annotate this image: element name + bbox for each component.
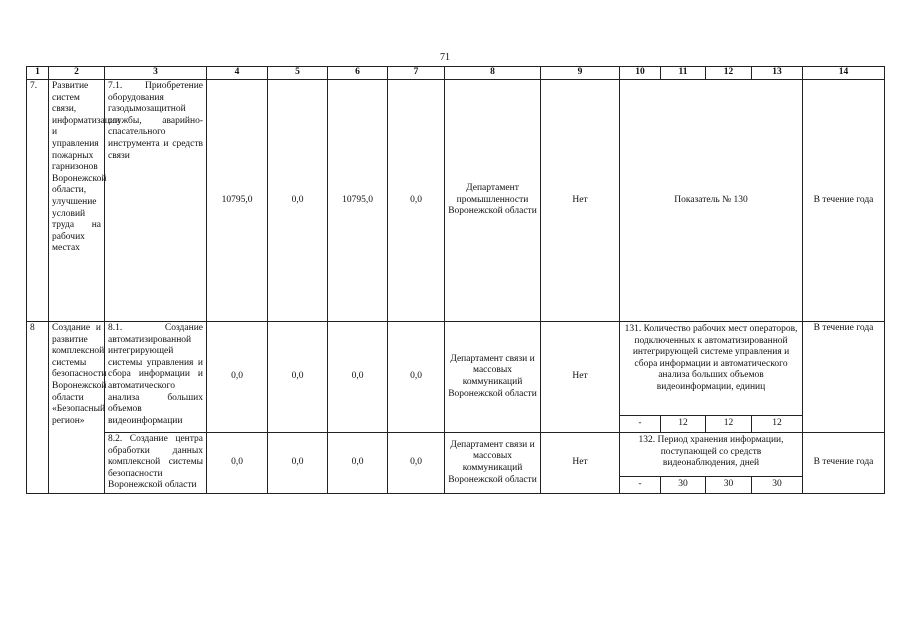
header-cell: 8: [445, 67, 541, 80]
indicator-value: 30: [706, 477, 752, 494]
row-number: 7.: [27, 80, 49, 322]
table-row-8-2: [27, 433, 885, 477]
program-table: [26, 66, 885, 494]
indicator-text: Количество рабочих мест операторов, подключенных к автоматизированной интегрирующей системе управления и сбора информации и автоматического анализа больших объемов видеоинформации, единиц: [632, 324, 798, 392]
funding-cell: 0,0: [328, 322, 388, 433]
funding-cell: 0,0: [207, 322, 268, 433]
indicator-name: [620, 433, 803, 477]
measure-name: 8.1. Создание автоматизированной интегрирующей системы управления и сбора информации и автоматического анализа больших объемов видеоинформации: [105, 322, 207, 433]
funding-cell: 0,0: [388, 80, 445, 322]
executor: Департамент связи и массовых коммуникаций Воронежской области: [445, 433, 541, 494]
funding-cell: 0,0: [268, 433, 328, 494]
funding-cell: 0,0: [207, 433, 268, 494]
header-cell: 3: [105, 67, 207, 80]
indicator-value: 12: [706, 416, 752, 433]
executor: Департамент промышленности Воронежской области: [445, 80, 541, 322]
funding-cell: 10795,0: [207, 80, 268, 322]
executor: Департамент связи и массовых коммуникаций Воронежской области: [445, 322, 541, 433]
header-cell: 5: [268, 67, 328, 80]
header-cell: 9: [541, 67, 620, 80]
funding-cell: 0,0: [268, 80, 328, 322]
indicator-reference: Показатель № 130: [620, 80, 803, 322]
header-cell: 2: [49, 67, 105, 80]
header-cell: 12: [706, 67, 752, 80]
indicator-value: 30: [661, 477, 706, 494]
header-cell: 7: [388, 67, 445, 80]
funding-cell: 0,0: [328, 433, 388, 494]
row-number: 8: [27, 322, 49, 494]
funding-cell: 0,0: [388, 433, 445, 494]
indicator-name: [620, 322, 803, 416]
indicator-number: 132.: [638, 435, 656, 445]
term: В течение года: [803, 80, 885, 322]
header-cell: 11: [661, 67, 706, 80]
column-9-value: Нет: [541, 433, 620, 494]
term: В течение года: [803, 322, 885, 433]
funding-cell: 0,0: [388, 322, 445, 433]
header-cell: 4: [207, 67, 268, 80]
funding-cell: 10795,0: [328, 80, 388, 322]
measure-name: 8.2. Создание центра обработки данных комплексной системы безопасности Воронежской области: [105, 433, 207, 494]
column-9-value: Нет: [541, 322, 620, 433]
indicator-text: Период хранения информации, поступающей со средств видеонаблюдения, дней: [657, 435, 784, 469]
page-number: 71: [440, 52, 450, 63]
header-row: [27, 67, 885, 80]
indicator-number: 131.: [624, 324, 642, 334]
column-9-value: Нет: [541, 80, 620, 322]
indicator-value: 30: [752, 477, 803, 494]
indicator-value: -: [620, 416, 661, 433]
section-name: Развитие систем связи, информатизации и управления пожарных гарнизонов Воронежской области, улучшение условий труда на рабочих местах: [49, 80, 105, 322]
header-cell: 1: [27, 67, 49, 80]
section-name: Создание и развитие комплексной системы безопасности Воронежской области «Безопасный регион»: [49, 322, 105, 494]
table-row-7: [27, 80, 885, 322]
header-cell: 14: [803, 67, 885, 80]
header-cell: 13: [752, 67, 803, 80]
term: В течение года: [803, 433, 885, 494]
funding-cell: 0,0: [268, 322, 328, 433]
header-cell: 10: [620, 67, 661, 80]
indicator-value: 12: [661, 416, 706, 433]
header-cell: 6: [328, 67, 388, 80]
indicator-value: 12: [752, 416, 803, 433]
table-row-8-1: [27, 322, 885, 416]
measure-name: 7.1. Приобретение оборудования газодымозащитной службы, аварийно-спасательного инструмента и средств связи: [105, 80, 207, 322]
indicator-value: -: [620, 477, 661, 494]
